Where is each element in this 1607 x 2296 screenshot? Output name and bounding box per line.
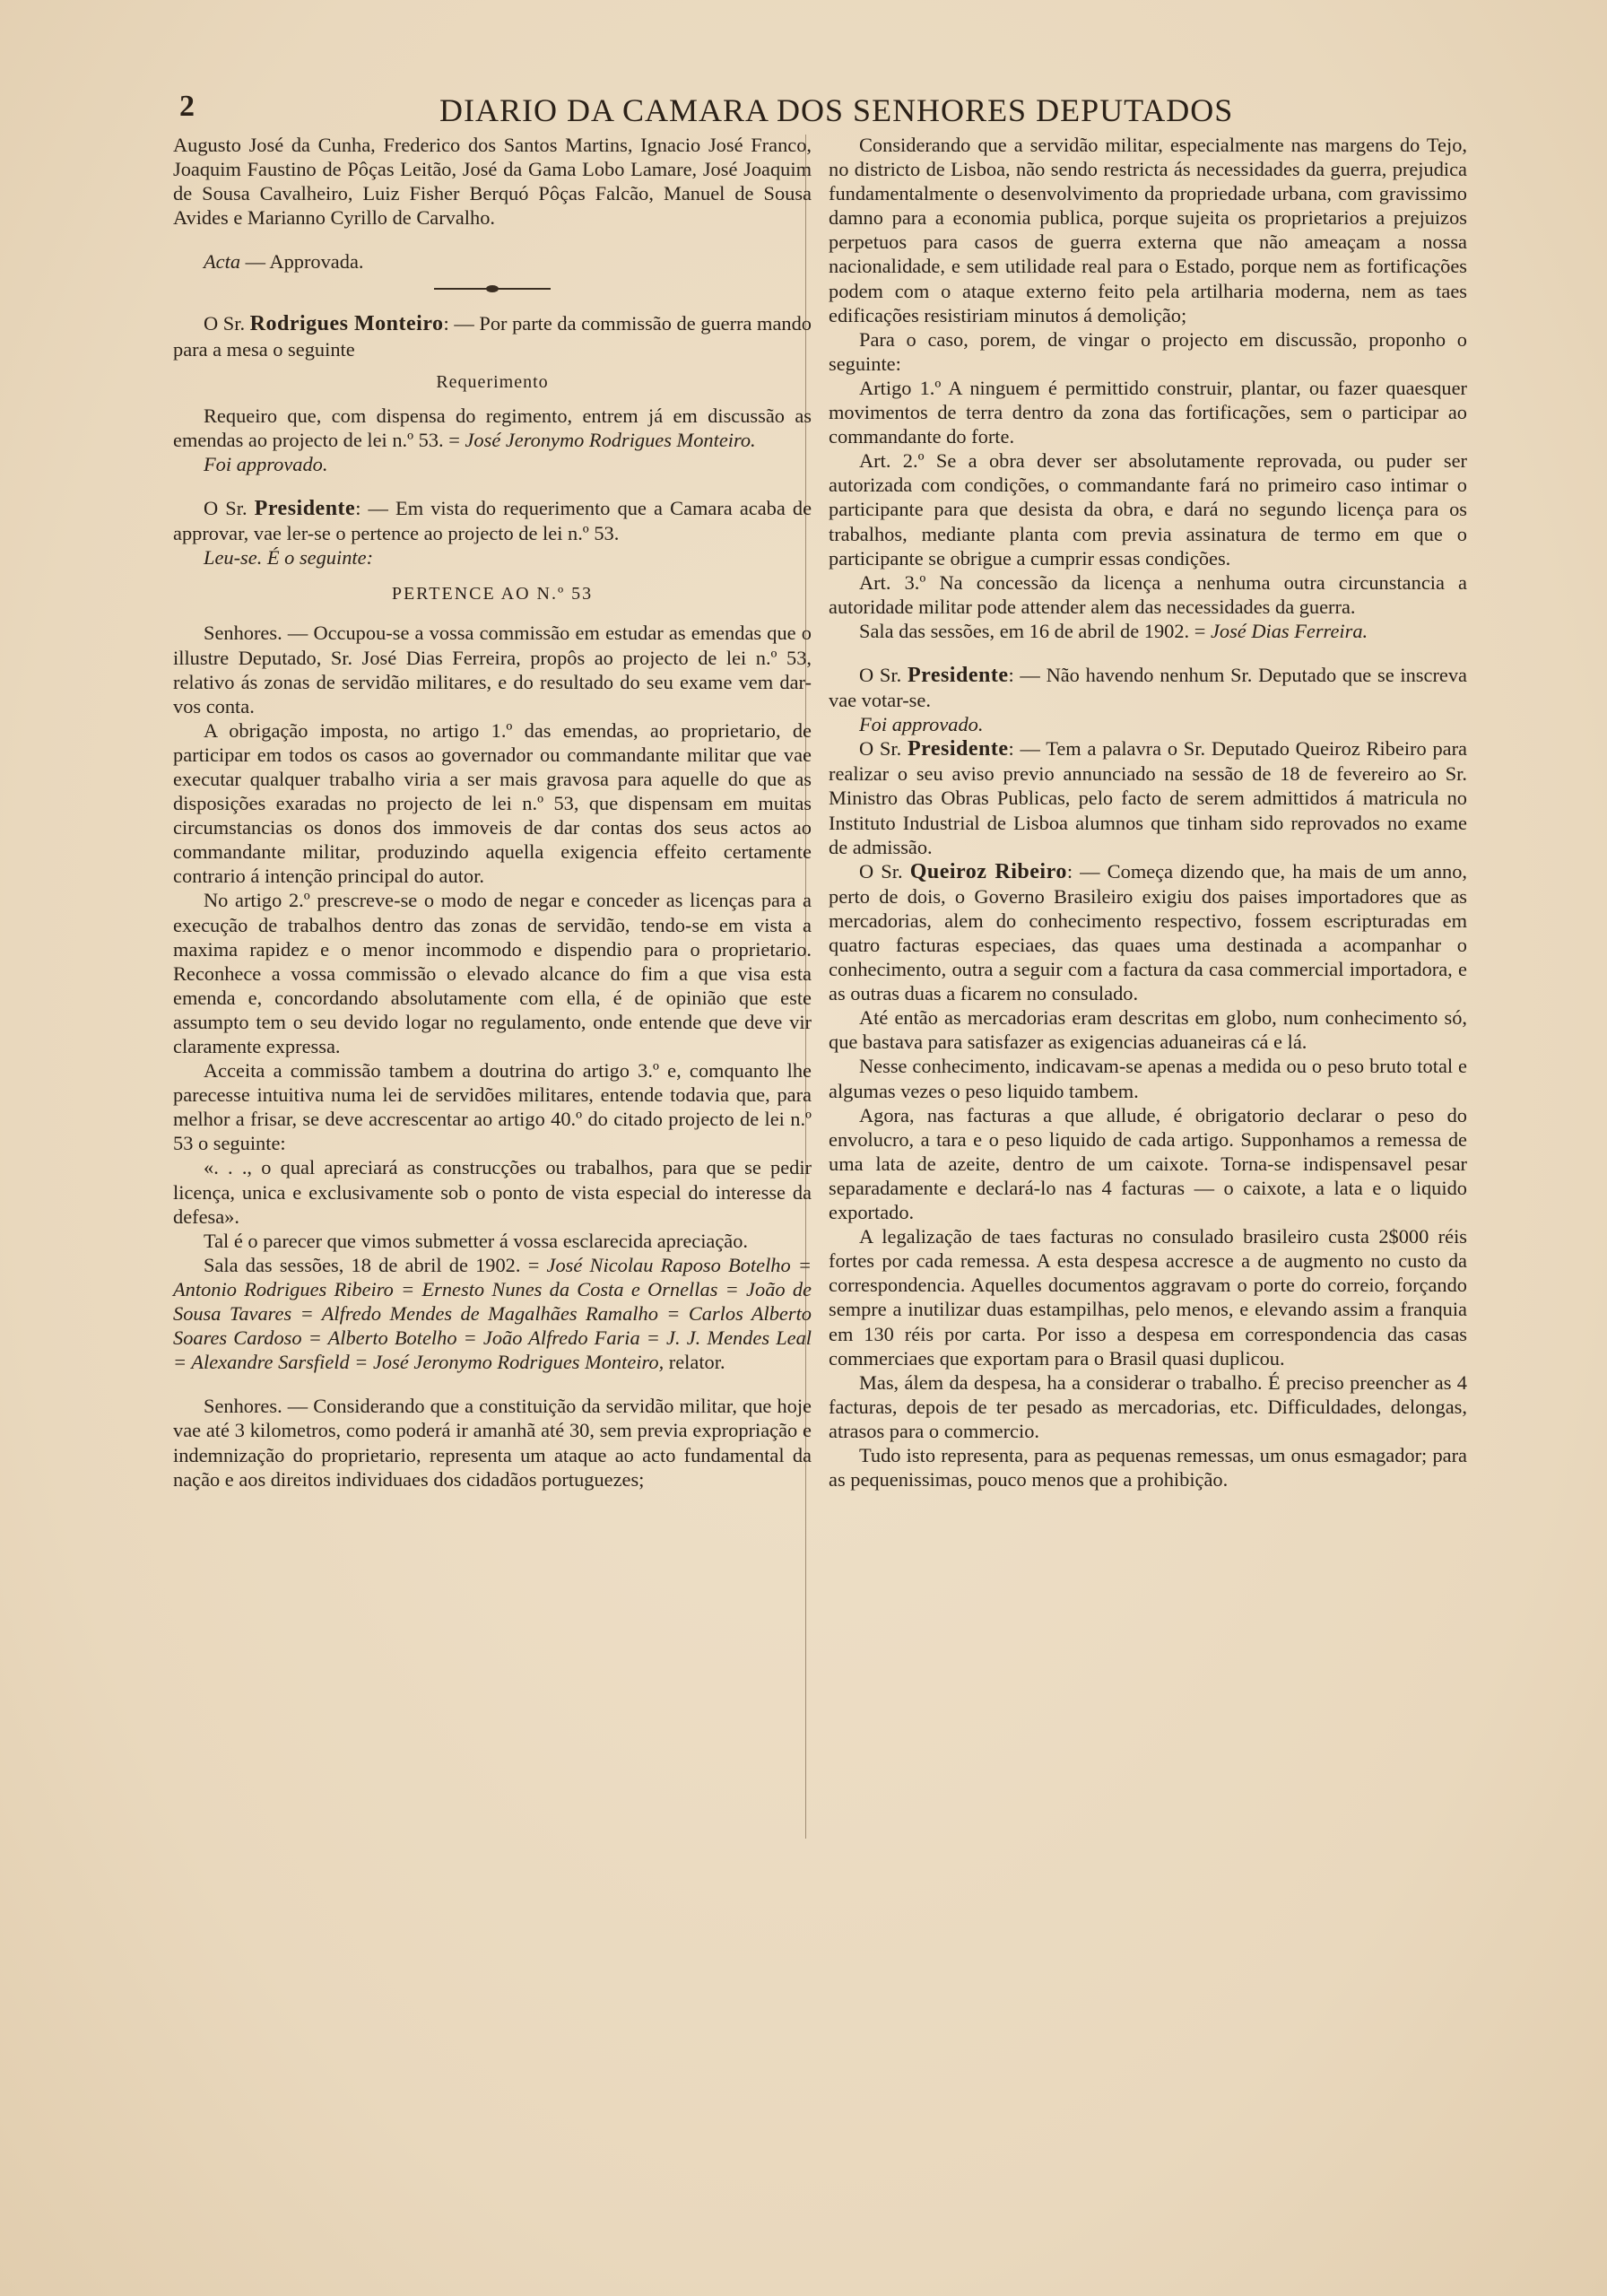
requerimento-heading: Requerimento <box>436 371 549 392</box>
speaker-name: Presidente <box>254 497 356 521</box>
pertence-para-5: Tal é o parecer que vimos submetter á vossa esclarecida apreciação. <box>204 1229 749 1252</box>
proposal-para-3: Para o caso, porem, de vingar o projecto em discussão, proponho o seguinte: <box>829 327 1467 375</box>
acta-line: Acta — Approvada. <box>204 250 364 274</box>
speech-para-11: Tudo isto representa, para as pequenas remessas, um onus esmagador; para as pequenissimas, pouco menos que a prohibição. <box>829 1443 1467 1492</box>
pertence-heading: PERTENCE AO N.º 53 <box>391 584 594 604</box>
pertence-para-4: Acceita a commissão tambem a doutrina do artigo 3.º e, comquanto lhe parecesse intuitiva numa lei de servidões militares, entende todavia que, para melhor a frisar, se deve accrescentar ao artigo 40.º do citado projecto de lei n.º 53 o seguinte: <box>173 1059 812 1155</box>
proposal-para-1: Senhores. — Considerando que a constituição da servidão militar, que hoje vae até 3 kilometros, como poderá ir amanhã até 30, sem previa expropriação e indemnização do proprietario, representa um ataque ao acto fundamental da nação e aos direitos individuaes dos cidadãos portuguezes; <box>173 1395 812 1491</box>
speech-queiroz-ribeiro: O Sr. Queiroz Ribeiro: — Começa dizendo que, ha mais de um anno, perto de dois, o Governo Brasileiro exigiu dos paises importadores que as mercadorias, alem do conhecimento respectivo, fossem escripturadas em quatro facturas especiaes, das quaes uma destinada a acompanhar o conhecimento, outra a seguir com a factura da casa commercial importadora, e as outras duas a ficarem no consulado. <box>829 859 1468 1005</box>
vote-result: Foi approvado. <box>859 713 984 736</box>
page-number: 2 <box>179 90 195 123</box>
speech-presidente-1: O Sr. Presidente: — Em vista do requerimento que a Camara acaba de approvar, vae ler-se o pertence ao projecto de lei n.º 53. <box>173 497 812 545</box>
speech-para-6: Até então as mercadorias eram descritas em globo, num conhecimento só, que bastava para satisfazer as exigencias aduaneiras cá e lá. <box>829 1006 1467 1054</box>
speaker-name: Queiroz Ribeiro <box>909 859 1067 883</box>
pertence-para-3: No artigo 2.º prescreve-se o modo de negar e conceder as licenças para a execução de trabalhos dentro das zonas de servidão, tendo-se em vista a maxima rapidez e o menor incommodo e dispendio para o proprietario. Reconhece a vossa commissão o elevado alcance do fim a que visa esta emenda e, concordando absolutamente com ella, é de opinião que este assumpto tem o seu devido logar no regulamento, onde entende que deve vir claramente expressa. <box>173 889 812 1057</box>
speech-presidente-2: O Sr. Presidente: — Não havendo nenhum Sr. Deputado que se inscreva vae votar-se. <box>829 663 1467 712</box>
proposal-article-3: Art. 3.º Na concessão da licença a nenhuma outra circunstancia a autoridade militar pode attender alem das necessidades da guerra. <box>829 570 1467 618</box>
proposal-para-2: Considerando que a servidão militar, especialmente nas margens do Tejo, no districto de Lisboa, não sendo restricta ás necessidades da guerra, prejudica fundamentalmente o desenvolvimento da propriedade urbana, com gravissimo damno para a economia publica, porque sujeita os proprietarios a prejuizos perpetuos para casos de guerra externa que não ameaçam a nossa nacionalidade, e sem utilidade real para o Estado, porque nem as fortificações podem com o ataque externo feito pela artilharia moderna, nem as taes edificações resistiriam minutos á demolição; <box>829 134 1467 326</box>
speaker-name: Rodrigues Monteiro <box>249 312 444 336</box>
speech-rodrigues-monteiro: O Sr. Rodrigues Monteiro: — Por parte da commissão de guerra mando para a mesa o seguinte <box>173 312 812 361</box>
proposal-article-1: Artigo 1.º A ninguem é permittido construir, plantar, ou fazer quaesquer movimentos de terra dentro da zona das fortificações, sem o participar ao commandante do forte. <box>829 376 1467 448</box>
requerimento-result: Foi approvado. <box>204 452 328 475</box>
page-header <box>179 90 1238 135</box>
section-ornament <box>434 283 551 295</box>
speech-para-9: A legalização de taes facturas no consulado brasileiro custa 2$000 réis fortes por cada remessa. A esta despesa accresce a de augmento no custo da correspondencia. Aquelles documentos aggravam o porte do correio, forçando sempre a inutilizar duas estampilhas, pelo menos, e elevando assim a franquia em 130 réis por carta. Por isso a despesa em correspondencia das casas commerciaes que exportam para o Brasil quasi duplicou. <box>829 1225 1467 1370</box>
left-column <box>173 133 812 1492</box>
pertence-quote: «. . ., o qual apreciará as construcções ou trabalhos, para que se pedir licença, unica e exclusivamente sob o ponto de vista especial do interesse da defesa». <box>173 1156 812 1228</box>
proposal-signature: Sala das sessões, em 16 de abril de 1902. = José Dias Ferreira. <box>859 619 1368 642</box>
pertence-para-2: A obrigação imposta, no artigo 1.º das emendas, ao proprietario, de participar em todos os casos ao governador ou commandante militar que vae executar qualquer trabalho viria a ser mais gravosa para aquelle do que as disposições exaradas no projecto de lei n.º 53, que dispensam em muitas circumstancias os donos dos immoveis de dar contas dos seus actos ao commandante militar, produzindo aquella exigencia effeito certamente contrario á intenção principal do autor. <box>173 718 812 888</box>
speech-para-10: Mas, álem da despesa, ha a considerar o trabalho. É preciso preencher as 4 facturas, depois de ter pesado as mercadorias, etc. Difficuldades, delongas, atrasos para o commercio. <box>829 1370 1467 1442</box>
speech-presidente-3: O Sr. Presidente: — Tem a palavra o Sr. Deputado Queiroz Ribeiro para realizar o seu aviso previo annunciado na sessão de 18 de fevereiro ao Sr. Ministro das Obras Publicas, pelo facto de serem admittidos á matricula no Instituto Industrial de Lisboa alumnos que tinham sido reprovados no exame de admissão. <box>829 737 1467 858</box>
running-title: DIARIO DA CAMARA DOS SENHORES DEPUTADOS <box>439 92 1234 128</box>
spacer <box>829 643 1467 663</box>
spacer <box>173 230 812 249</box>
speech-para-7: Nesse conhecimento, indicavam-se apenas a medida ou o peso bruto total e algumas vezes o peso liquido tambem. <box>829 1055 1467 1102</box>
spacer <box>173 476 812 496</box>
speaker-name: Presidente <box>907 663 1009 687</box>
right-column <box>829 133 1467 1492</box>
pertence-para-1: Senhores. — Occupou-se a vossa commissão em estudar as emendas que o illustre Deputado, Sr. José Dias Ferreira, propôs ao projecto de lei n.º 53, relativo ás zonas de servidão militares, e do resultado do seu exame vem dar-vos conta. <box>173 622 812 718</box>
proposal-article-2: Art. 2.º Se a obra dever ser absolutamente reprovada, ou puder ser autorizada com condições, o commandante fará no primeiro caso intimar o participante para que desista da obra, e dará no segundo licença para os trabalhos, mediante planta com previa assinatura de termo em que o participante se obrigue a cumprir essas condições. <box>829 449 1467 570</box>
spacer <box>173 1374 812 1394</box>
leu-se-line: Leu-se. É o seguinte: <box>204 546 374 570</box>
speaker-name: Presidente <box>907 737 1009 761</box>
requerimento-text: Requeiro que, com dispensa do regimento, entrem já em discussão as emendas ao projecto de lei n.º 53. = José Jeronymo Rodrigues Monteiro. <box>173 404 812 451</box>
speech-para-8: Agora, nas facturas a que allude, é obrigatorio declarar o peso do envolucro, a tara e o peso liquido de cada artigo. Supponhamos a remessa de uma lata de azeite, dentro de um caixote. Torna-se indispensavel pesar separadamente e declará-lo nas 4 facturas — o caixote, a lata e o liquido exportado. <box>829 1103 1467 1224</box>
pertence-signatures: Sala das sessões, 18 de abril de 1902. = José Nicolau Raposo Botelho = Antonio Rodrigues Ribeiro = Ernesto Nunes da Costa e Ornellas = João de Sousa Tavares = Alfredo Mendes de Magalhães Ramalho = Carlos Alberto Soares Cardoso = Alberto Botelho = João Alfredo Faria = J. J. Mendes Leal = Alexandre Sarsfield = José Jeronymo Rodrigues Monteiro, relator. <box>173 1253 812 1374</box>
attendance-names: Augusto José da Cunha, Frederico dos Santos Martins, Ignacio José Franco, Joaquim Faustino de Pôças Leitão, José da Gama Lobo Lamare, José Joaquim de Sousa Cavalheiro, Luiz Fisher Berquó Pôças Falcão, Manuel de Sousa Avides e Marianno Cyrillo de Carvalho. <box>173 134 812 230</box>
